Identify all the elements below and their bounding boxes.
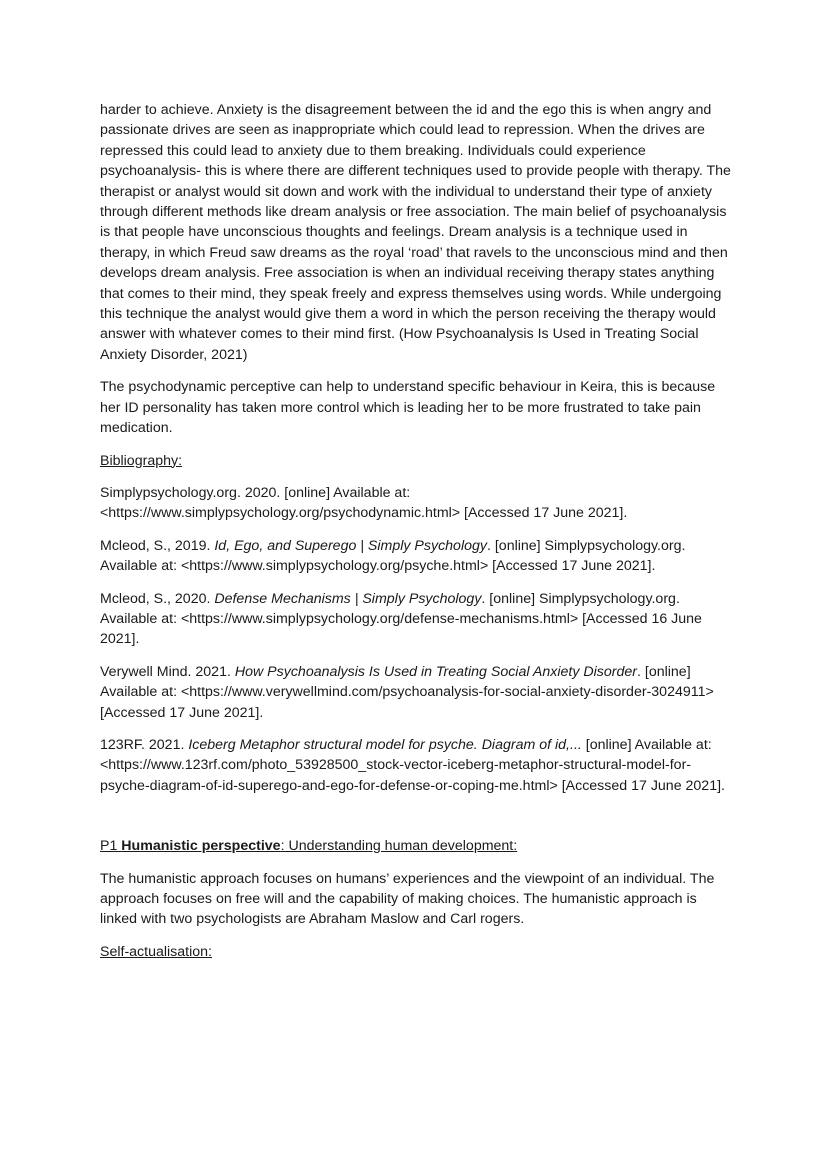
bib-entry-title: Defense Mechanisms | Simply Psychology: [214, 590, 482, 607]
bibliography-entry: [100, 589, 732, 650]
keira-paragraph: The psychodynamic perceptive can help to understand specific behaviour in Keira, this is because her ID personality has taken more control which is leading her to be more frustrated to take pain medication.: [100, 379, 716, 437]
bibliography-list: [100, 483, 732, 796]
bibliography-entry: [100, 735, 732, 796]
bib-entry-text: Mcleod, S., 2019.: [100, 537, 215, 554]
humanistic-section-heading: [100, 836, 732, 856]
document-page: [100, 100, 732, 974]
bib-entry-title: Id, Ego, and Superego | Simply Psychology: [214, 537, 487, 554]
bib-entry-text: [online] Available at: <https://www.123rf.com/photo_53928500_stock-vector-iceberg-metaphor-structural-model-for-psyche-diagram-of-id-superego-and-ego-for-defense-or-coping-me.html> [Accessed 17 June 2021].: [100, 736, 725, 794]
humanistic-paragraph: The humanistic approach focuses on humans’ experiences and the viewpoint of an individual. The approach focuses on free will and the capability of making choices. The humanistic approach is linked with two psychologists are Abraham Maslow and Carl rogers.: [100, 870, 715, 928]
bibliography-entry: [100, 536, 732, 577]
bibliography-heading: Bibliography:: [100, 452, 183, 469]
section-spacer: [100, 808, 732, 836]
psychoanalysis-paragraph: harder to achieve. Anxiety is the disagreement between the id and the ego this is when angry and passionate drives are seen as inappropriate which could lead to repression. When the drives are repressed this could lead to anxiety due to them breaking. Individuals could experience psychoanalysis- this is where there are different techniques used to provide people with therapy. The therapist or analyst would sit down and work with the individual to understand their type of anxiety through different methods like dream analysis or free association. The main belief of psychoanalysis is that people have unconscious thoughts and feelings. Dream analysis is a technique used in therapy, in which Freud saw dreams as the royal ‘road’ that ravels to the unconscious mind and then develops dream analysis. Free association is when an individual receiving therapy states anything that comes to their mind, they speak freely and express themselves using words. While undergoing this technique the analyst would give them a word in which the person receiving the therapy would answer with whatever comes to their mind first. (How Psychoanalysis Is Used in Treating Social Anxiety Disorder, 2021): [100, 102, 731, 363]
bib-entry-title: How Psychoanalysis Is Used in Treating Social Anxiety Disorder: [234, 663, 637, 680]
section-suffix: : Understanding human development:: [280, 838, 518, 855]
bib-entry-text: Verywell Mind. 2021.: [100, 663, 235, 680]
section-prefix: P1: [100, 838, 122, 855]
bibliography-entry: [100, 483, 732, 524]
bib-entry-title: Iceberg Metaphor structural model for psyche. Diagram of id,...: [188, 736, 582, 753]
bib-entry-text: 123RF. 2021.: [100, 736, 189, 753]
bib-entry-text: . [online] Available at: <https://www.verywellmind.com/psychoanalysis-for-social-anxiety-disorder-3024911> [Accessed 17 June 2021].: [100, 663, 714, 721]
bib-entry-text: Mcleod, S., 2020.: [100, 590, 215, 607]
self-actualisation-heading: Self-actualisation:: [100, 943, 212, 960]
bib-entry-text: . [online] Simplypsychology.org. Available at: <https://www.simplypsychology.org/defense-mechanisms.html> [Accessed 16 June 2021].: [100, 590, 702, 648]
bibliography-entry: [100, 662, 732, 723]
bib-entry-text: Simplypsychology.org. 2020. [online] Available at: <https://www.simplypsychology.org/psychodynamic.html> [Accessed 17 June 2021].: [100, 484, 628, 522]
bib-entry-text: . [online] Simplypsychology.org. Available at: <https://www.simplypsychology.org/psyche.html> [Accessed 17 June 2021].: [100, 537, 686, 575]
section-bold-title: Humanistic perspective: [121, 838, 281, 855]
